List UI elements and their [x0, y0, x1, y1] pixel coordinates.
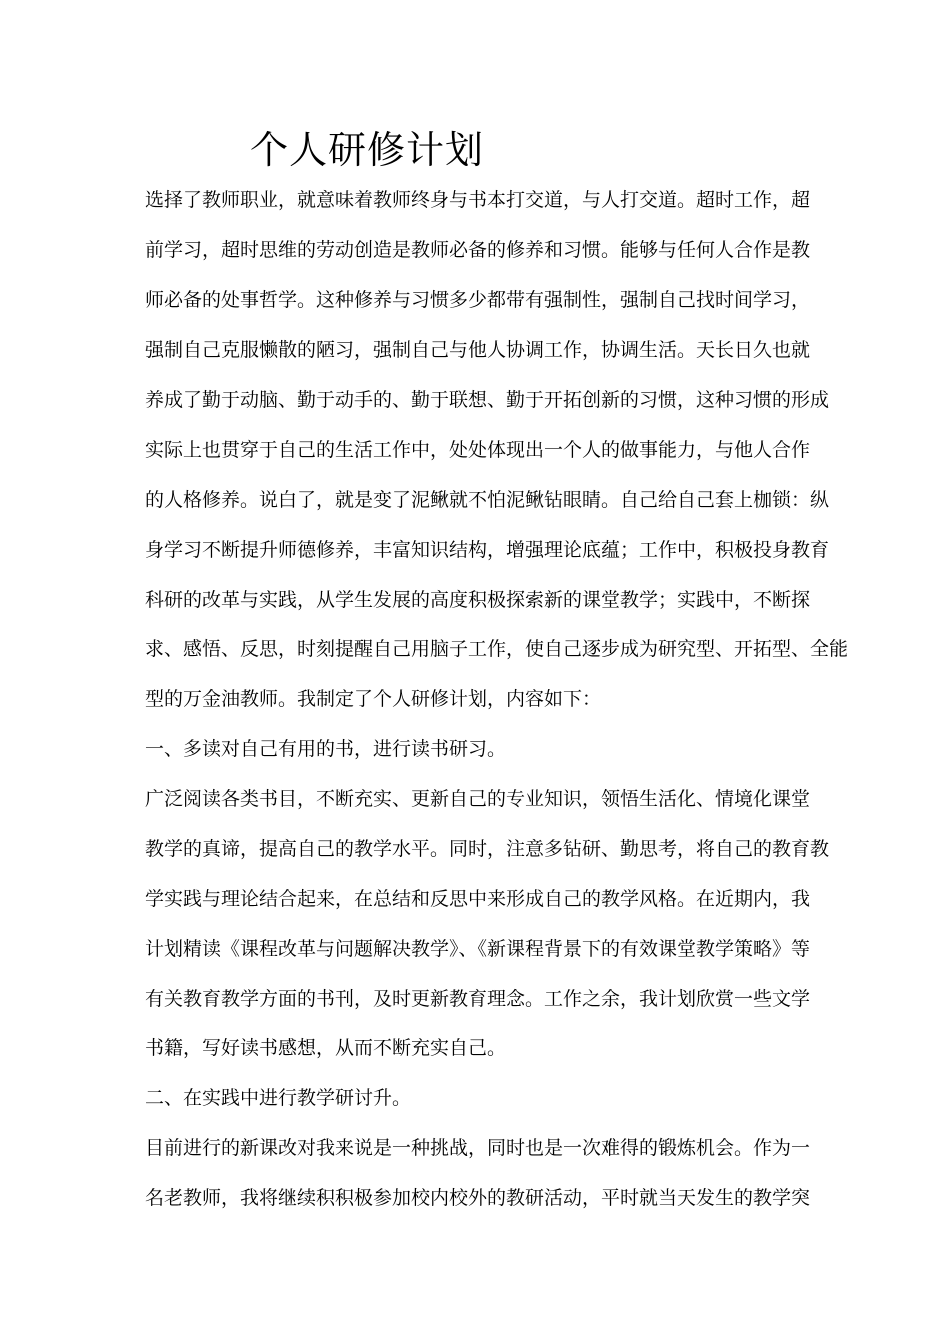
paragraph-line: 前学习，超时思维的劳动创造是教师必备的修养和习惯。能够与任何人合作是教 — [145, 239, 811, 261]
section-heading: 一、多读对自己有用的书，进行读书研习。 — [145, 738, 507, 760]
paragraph-line: 学实践与理论结合起来，在总结和反思中来形成自己的教学风格。在近期内，我 — [145, 888, 811, 910]
paragraph-line: 教学的真谛，提高自己的教学水平。同时，注意多钻研、勤思考，将自己的教育教 — [145, 838, 830, 860]
paragraph-line: 养成了勤于动脑、勤于动手的、勤于联想、勤于开拓创新的习惯，这种习惯的形成 — [145, 389, 830, 411]
paragraph-line: 的人格修养。说白了，就是变了泥鳅就不怕泥鳅钻眼睛。自己给自己套上枷锁：纵 — [145, 489, 830, 511]
paragraph-line: 书籍，写好读书感想，从而不断充实自己。 — [145, 1037, 507, 1059]
paragraph-line: 名老教师，我将继续积积极参加校内校外的教研活动，平时就当天发生的教学突 — [145, 1187, 811, 1209]
paragraph-line: 广泛阅读各类书目，不断充实、更新自己的专业知识，领悟生活化、情境化课堂 — [145, 788, 811, 810]
paragraph-line: 求、感悟、反思，时刻提醒自己用脑子工作，使自己逐步成为研究型、开拓型、全能 — [145, 638, 849, 660]
paragraph-line: 身学习不断提升师德修养，丰富知识结构，增强理论底蕴；工作中，积极投身教育 — [145, 539, 830, 561]
paragraph-line: 强制自己克服懒散的陋习，强制自己与他人协调工作，协调生活。天长日久也就 — [145, 339, 811, 361]
paragraph-line: 科研的改革与实践，从学生发展的高度积极探索新的课堂教学；实践中，不断探 — [145, 589, 811, 611]
paragraph-line: 有关教育教学方面的书刊，及时更新教育理念。工作之余，我计划欣赏一些文学 — [145, 988, 811, 1010]
paragraph-line: 师必备的处事哲学。这种修养与习惯多少都带有强制性，强制自己找时间学习， — [145, 289, 811, 311]
paragraph-line: 选择了教师职业，就意味着教师终身与书本打交道，与人打交道。超时工作，超 — [145, 189, 811, 211]
paragraph-line: 目前进行的新课改对我来说是一种挑战，同时也是一次难得的锻炼机会。作为一 — [145, 1137, 811, 1159]
paragraph-line: 实际上也贯穿于自己的生活工作中，处处体现出一个人的做事能力，与他人合作 — [145, 439, 811, 461]
document-title: 个人研修计划 — [250, 128, 485, 172]
paragraph-line: 型的万金油教师。我制定了个人研修计划，内容如下： — [145, 688, 602, 710]
section-heading: 二、在实践中进行教学研讨升。 — [145, 1087, 412, 1109]
paragraph-line: 计划精读《课程改革与问题解决教学》、《新课程背景下的有效课堂教学策略》等 — [145, 938, 811, 960]
